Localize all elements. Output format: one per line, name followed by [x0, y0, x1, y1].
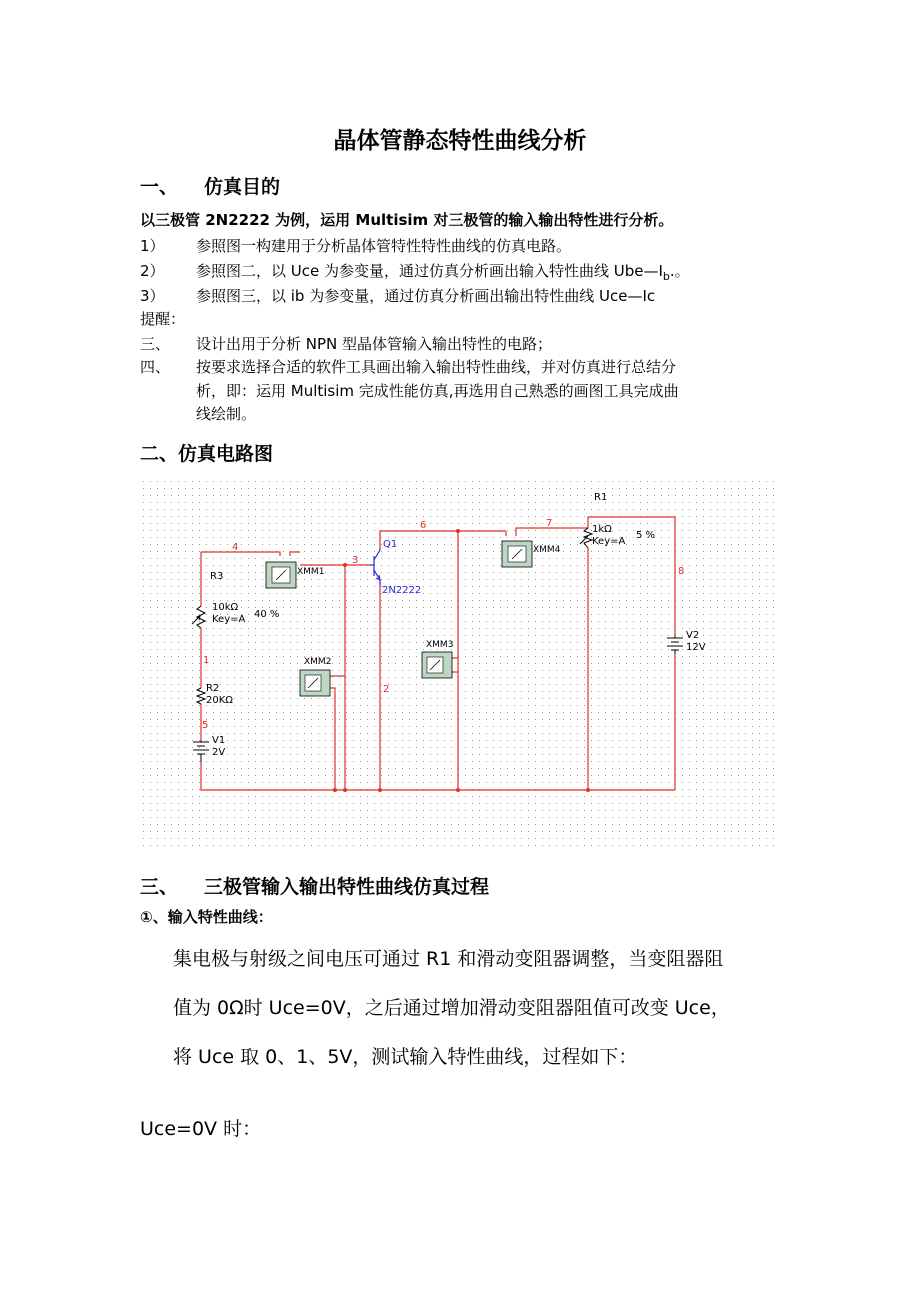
xmm3-multimeter[interactable]: [422, 652, 452, 678]
section-1-number: 一、: [140, 176, 179, 198]
reminder-label: 提醒：: [140, 310, 186, 328]
tip-4-line-2: 析，即：运用 Multisim 完成性能仿真,再选用自己熟悉的画图工具完成曲: [196, 382, 679, 400]
item-2-text: 参照图二，以 Uce 为参变量，通过仿真分析画出输入特性曲线 $Ube—I_b$.。: [196, 262, 690, 283]
tip-4-line-3: 线绘制。: [196, 405, 257, 423]
q1-name: Q1: [383, 539, 398, 550]
tip-3-number: 三、: [140, 335, 171, 353]
net-label-8: 8: [678, 566, 685, 577]
r3-name: R3: [210, 571, 224, 582]
r1-value: 1kΩ: [592, 524, 612, 535]
paragraph-line-3: 将 Uce 取 0、1、5V，测试输入特性曲线，过程如下：: [173, 1046, 638, 1068]
r2-value: 20KΩ: [206, 695, 233, 706]
section-2-title: 二、仿真电路图: [140, 443, 274, 465]
tip-3-text: 设计出用于分析 NPN 型晶体管输入输出特性的电路；: [196, 335, 553, 353]
net-label-7: 7: [546, 518, 553, 529]
v1-name: V1: [212, 735, 226, 746]
page-title: 晶体管静态特性曲线分析: [333, 128, 587, 154]
r1-key: Key=A: [592, 536, 626, 547]
item-3-number: 3）: [140, 287, 165, 305]
intro-text: 以三极管 2N2222 为例，运用 Multisim 对三极管的输入输出特性进行分析。: [140, 211, 674, 229]
item-1-number: 1）: [140, 237, 165, 255]
net-label-2: 2: [383, 684, 390, 695]
xmm4-label: XMM4: [533, 545, 561, 555]
net-label-1: 1: [203, 655, 210, 666]
v1-value: 2V: [212, 747, 226, 758]
xmm1-label: XMM1: [297, 567, 325, 577]
r3-percent: 40 %: [254, 609, 280, 620]
schematic-grid: [140, 478, 780, 850]
xmm2-multimeter[interactable]: [300, 670, 330, 696]
item-2-number: 2）: [140, 262, 165, 280]
section-3-number: 三、: [140, 876, 179, 898]
tip-4-number: 四、: [140, 358, 171, 376]
section-3-title: 三极管输入输出特性曲线仿真过程: [204, 876, 490, 898]
r1-percent: 5 %: [636, 530, 656, 541]
v2-name: V2: [686, 630, 700, 641]
net-label-5: 5: [202, 720, 209, 731]
tip-4-line-1: 按要求选择合适的软件工具画出输入输出特性曲线，并对仿真进行总结分: [196, 358, 677, 376]
xmm4-multimeter[interactable]: [502, 541, 532, 567]
r3-key: Key=A: [212, 614, 246, 625]
r1-name: R1: [594, 492, 608, 503]
r3-value: 10kΩ: [212, 602, 239, 613]
xmm3-label: XMM3: [426, 640, 454, 650]
xmm2-label: XMM2: [304, 657, 332, 667]
paragraph-line-1: 集电极与射级之间电压可通过 R1 和滑动变阻器调整，当变阻器阻: [173, 948, 724, 970]
item-3-text: 参照图三，以 ib 为参变量，通过仿真分析画出输出特性曲线 Uce—Ic: [196, 287, 656, 305]
subsection-input-characteristics: ①、输入特性曲线：: [140, 908, 273, 926]
item-1-text: 参照图一构建用于分析晶体管特性特性曲线的仿真电路。: [196, 237, 572, 255]
q1-model: 2N2222: [382, 585, 422, 596]
r2-name: R2: [206, 683, 220, 694]
circuit-diagram: [140, 478, 780, 850]
v2-value: 12V: [686, 642, 706, 653]
paragraph-line-2: 值为 0Ω时 Uce=0V，之后通过增加滑动变阻器阻值可改变 Uce，: [173, 997, 730, 1019]
xmm1-multimeter[interactable]: [266, 562, 296, 588]
net-label-3: 3: [352, 555, 359, 566]
section-1-title: 仿真目的: [204, 176, 281, 198]
uce-0v-label: Uce=0V 时：: [140, 1118, 262, 1140]
net-label-4: 4: [232, 542, 239, 553]
net-label-6: 6: [420, 520, 427, 531]
